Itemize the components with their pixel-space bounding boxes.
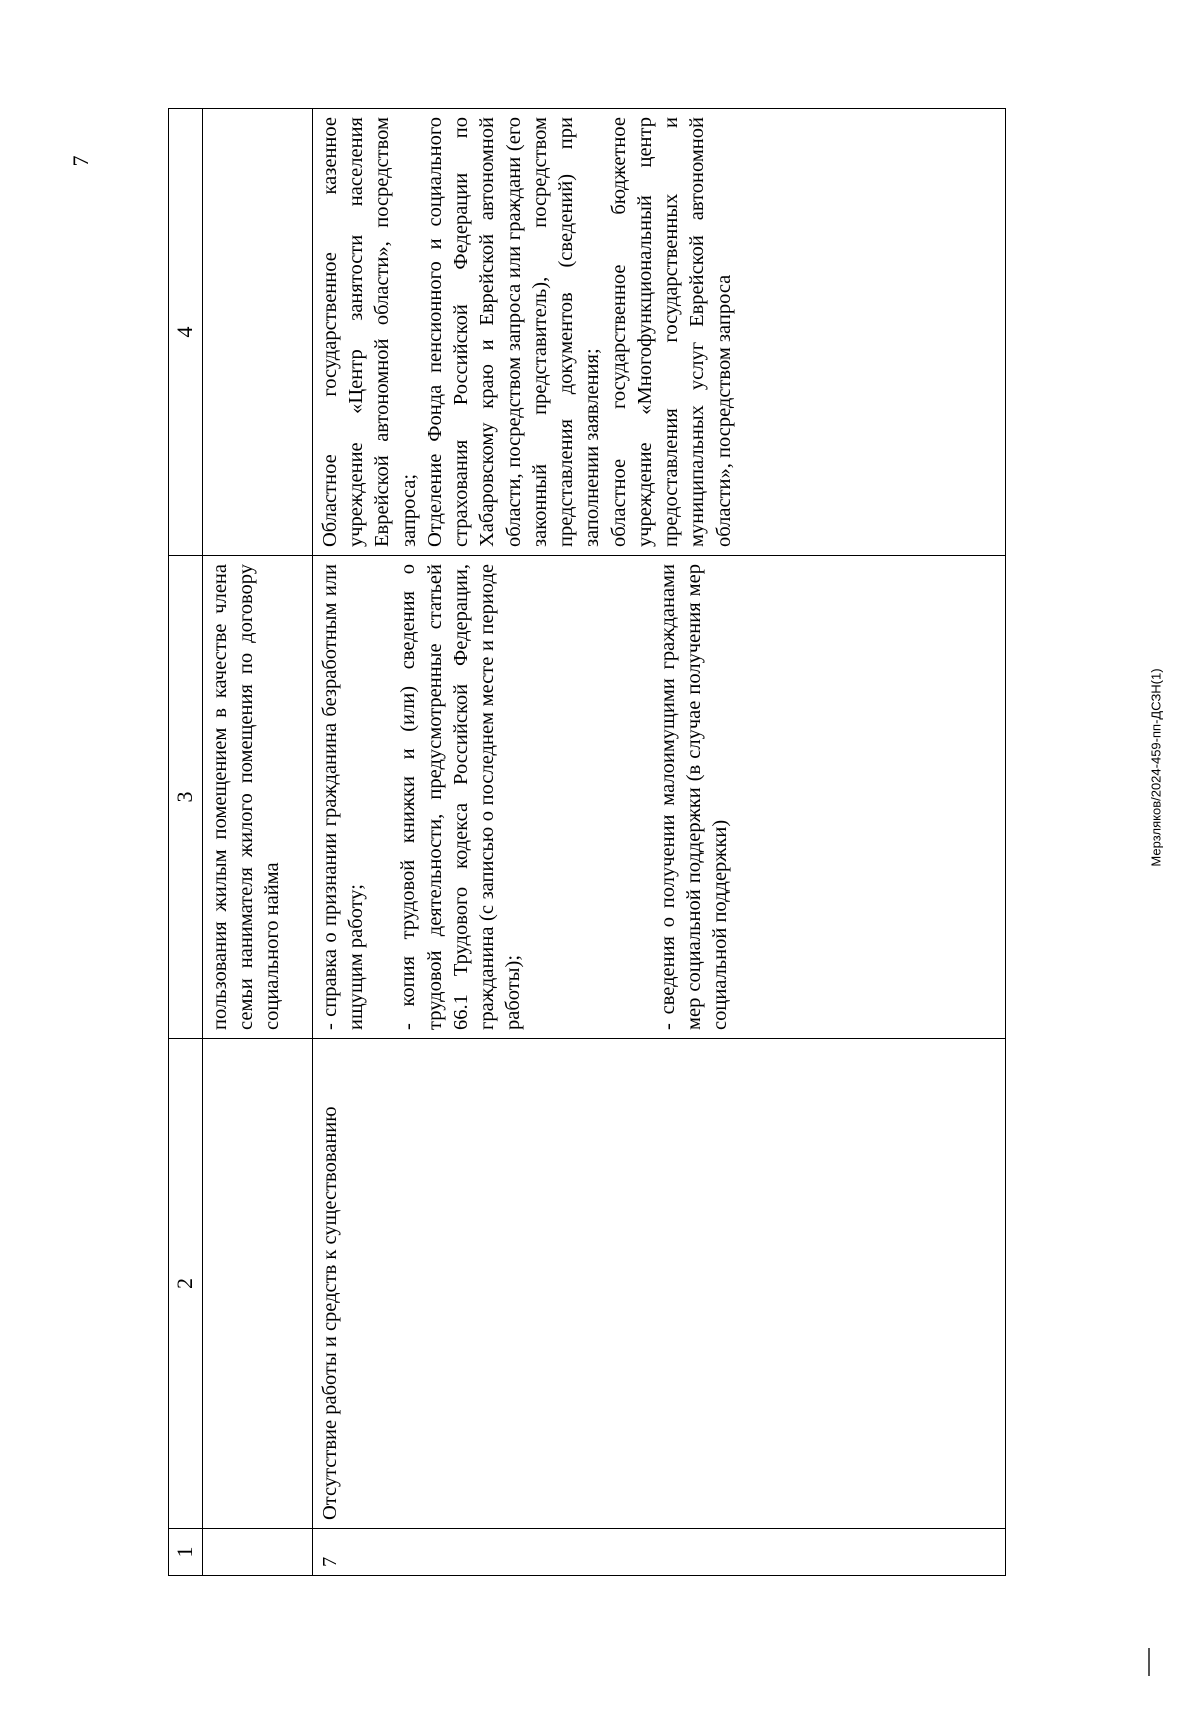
row-7-number: 7: [313, 1529, 1006, 1576]
source-item-1: Областное государственное казенное учреждение «Центр занятости населения Еврейской автономной области», посредством запроса;: [319, 117, 420, 547]
row-7-criterion: Отсутствие работы и средств к существованию: [313, 1039, 1006, 1529]
document-item-2: - копия трудовой книжки и (или) сведения о трудовой деятельности, предусмотренные статьей 66.1 Трудового кодекса Российской Федерации, гражданина (с записью о последнем месте и периоде работы);: [397, 564, 525, 1030]
source-item-2: Отделение Фонда пенсионного и социального страхования Российской Федерации по Хабаровскому краю и Еврейской автономной области, посредством запроса или граждани (его законный представитель), посредством представления документов (сведений) при заполнении заявления;: [423, 117, 604, 547]
continuation-col4: [203, 109, 313, 556]
document-footer-code: Мерзляков/2024-459-пп-ДСЗН(1): [1148, 668, 1164, 867]
row-7-sources: [313, 109, 1006, 556]
page-number: 7: [68, 155, 93, 167]
column-number-1: 1: [169, 1529, 203, 1576]
scan-mark: [1148, 1648, 1150, 1676]
column-number-row: [169, 109, 203, 1576]
column-number-2: 2: [169, 1039, 203, 1529]
column-number-3: 3: [169, 556, 203, 1039]
continuation-col1: [203, 1529, 313, 1576]
criteria-table: [168, 108, 1006, 1576]
row-7-documents: [313, 556, 1006, 1039]
row-7: [313, 109, 1006, 1576]
continuation-row: [203, 109, 313, 1576]
document-item-3: - сведения о получении малоимущими гражданами мер социальной поддержки (в случае получения мер социальной поддержки): [656, 564, 732, 1030]
document-item-1: - справка о признании гражданина безработным или ищущим работу;: [319, 564, 368, 1030]
column-number-4: 4: [169, 109, 203, 556]
document-table-rotated: [168, 109, 1006, 1576]
continuation-col3: пользования жилым помещением в качестве члена семьи нанимателя жилого помещения по договору социального найма: [203, 556, 313, 1039]
continuation-col2: [203, 1039, 313, 1529]
source-item-3: областное государственное бюджетное учреждение «Многофункциональный центр предоставления государственных и муниципальных услуг Еврейской автономной области», посредством запроса: [607, 117, 735, 547]
